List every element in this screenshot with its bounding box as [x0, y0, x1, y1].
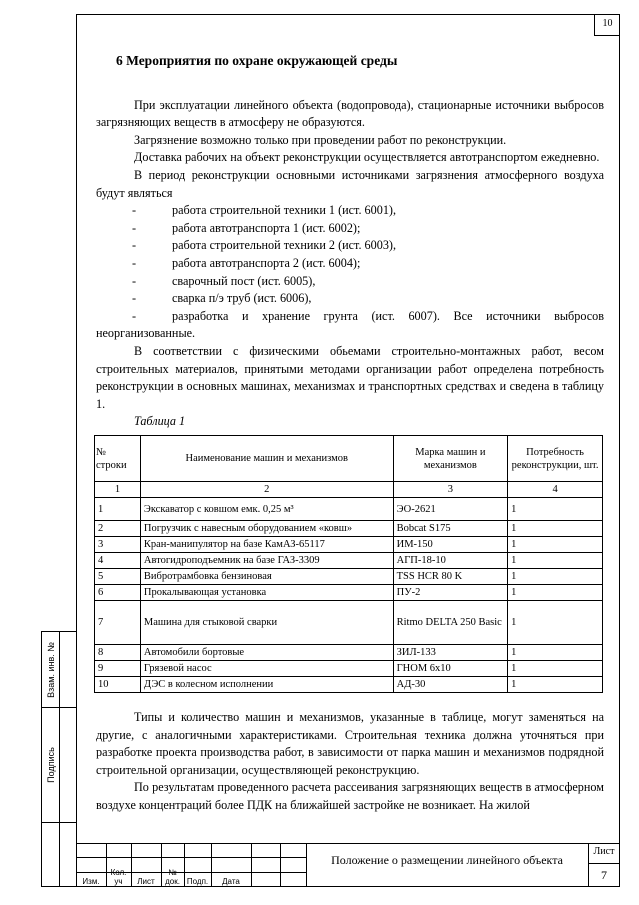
- table-row: [95, 498, 603, 521]
- table-cell: 1: [508, 677, 603, 693]
- table-cell: 5: [95, 569, 141, 585]
- table-cell: ЭО-2621: [393, 498, 508, 521]
- stamp-col-label: Изм.: [82, 877, 100, 886]
- table-cell: 4: [95, 553, 141, 569]
- table-cell: ДЭС в колесном исполнении: [140, 677, 393, 693]
- table-row: [95, 521, 603, 537]
- stamp-col-label: Подп.: [186, 877, 209, 886]
- top-page-number: 10: [594, 14, 620, 36]
- table-cell: 2: [95, 521, 141, 537]
- title-block: [76, 843, 620, 887]
- machines-table: [94, 435, 603, 693]
- side-label-sign: Подпись: [46, 746, 56, 783]
- table-cell: АГП-18-10: [393, 553, 508, 569]
- sheet-number: 7: [601, 868, 607, 882]
- table-cell: Кран-манипулятор на базе КамАЗ-65117: [140, 537, 393, 553]
- table-cell: АД-30: [393, 677, 508, 693]
- table-cell: Экскаватор с ковшом емк. 0,25 м³: [140, 498, 393, 521]
- tail-content: [96, 709, 604, 815]
- table-cell: ИМ-150: [393, 537, 508, 553]
- table-cell: 1: [508, 569, 603, 585]
- table-cell: Bobcat S175: [393, 521, 508, 537]
- table-header: Потребность реконструкции, шт.: [508, 436, 603, 482]
- paragraph: Типы и количество машин и механизмов, указанные в таблице, могут заменяться на другие, с аналогичными характеристиками. Строительная техника должна уточняться при разработке проекта производства работ, в зависимости от парка машин и механизмов подрядной строительной организации, осуществляющей реконструкцию.: [96, 710, 604, 777]
- table-cell: TSS HCR 80 K: [393, 569, 508, 585]
- list-item: - сварочный пост (ист. 6005),: [132, 273, 316, 288]
- table-header: Наименование машин и механизмов: [140, 436, 393, 482]
- list-item: - работа автотранспорта 1 (ист. 6002);: [132, 220, 361, 235]
- list-item: - работа строительной техники 1 (ист. 6001),: [132, 203, 397, 218]
- table-cell: 1: [95, 498, 141, 521]
- table-cell: 1: [508, 661, 603, 677]
- table-cell: 3: [95, 537, 141, 553]
- list-item: - разработка и хранение грунта (ист. 6007). Все источники выбросов неорганизованные.: [96, 308, 604, 341]
- table-cell: 7: [95, 601, 141, 645]
- table-cell: Ritmo DELTA 250 Basic: [393, 601, 508, 645]
- stamp-col-label: Дата: [222, 877, 240, 886]
- table-cell: Погрузчик с навесным оборудованием «ковш»: [140, 521, 393, 537]
- table-cell: Прокалывающая установка: [140, 585, 393, 601]
- main-content: [96, 52, 604, 431]
- table-col-number: 4: [508, 482, 603, 498]
- stamp-col-label: № док.: [165, 868, 180, 886]
- paragraph: Загрязнение возможно только при проведении работ по реконструкции.: [134, 132, 507, 147]
- table-cell: 1: [508, 537, 603, 553]
- table-header: Марка машин и механизмов: [393, 436, 508, 482]
- paragraph: В соответствии с физическими обьемами строительно-монтажных работ, весом строительных материалов, принятыми методами организации работ определена потребность реконструкции в основных машинах, механизмах и транспортных средствах и сведена в таблицу 1.: [96, 343, 604, 411]
- table-cell: Машина для стыковой сварки: [140, 601, 393, 645]
- document-title: Положение о размещении линейного объекта: [331, 853, 563, 867]
- table-cell: Вибротрамбовка бензиновая: [140, 569, 393, 585]
- table-col-number: 2: [140, 482, 393, 498]
- side-strip: [41, 631, 76, 887]
- table-cell: 6: [95, 585, 141, 601]
- table-cell: 1: [508, 601, 603, 645]
- table-cell: Грязевой насос: [140, 661, 393, 677]
- sheet-label: Лист: [593, 846, 615, 857]
- table-header: № строки: [95, 436, 141, 482]
- table-cell: Автогидроподъемник на базе ГАЗ-3309: [140, 553, 393, 569]
- paragraph: По результатам проведенного расчета рассеивания загрязняющих веществ в атмосферном воздухе концентраций более ПДК на ближайшей застройке не возникает. На жилой: [96, 780, 604, 812]
- table-cell: 1: [508, 521, 603, 537]
- section-heading: 6 Мероприятия по охране окружающей среды: [116, 53, 398, 68]
- table-cell: 1: [508, 553, 603, 569]
- table-row: [95, 569, 603, 585]
- list-item: - работа строительной техники 2 (ист. 6003),: [132, 238, 397, 253]
- sources-list: [96, 202, 604, 343]
- paragraph: В период реконструкции основными источниками загрязнения атмосферного воздуха будут являться: [96, 167, 604, 200]
- table-caption: Таблица 1: [134, 414, 186, 429]
- table-row: [95, 677, 603, 693]
- table-cell: 1: [508, 498, 603, 521]
- table-row: [95, 553, 603, 569]
- table-col-number: 3: [393, 482, 508, 498]
- side-label-inv: Взам. инв. №: [46, 641, 57, 698]
- paragraph: При эксплуатации линейного объекта (водопровода), стационарные источники выбросов загрязняющих веществ в атмосферу не образуются.: [96, 97, 604, 130]
- table-cell: 8: [95, 645, 141, 661]
- table-row: [95, 585, 603, 601]
- list-item: - работа автотранспорта 2 (ист. 6004);: [132, 255, 361, 270]
- table-cell: 10: [95, 677, 141, 693]
- table-cell: Автомобили бортовые: [140, 645, 393, 661]
- table-cell: ГНОМ 6х10: [393, 661, 508, 677]
- stamp-col-label: Кол. уч: [110, 868, 127, 886]
- table-row: [95, 645, 603, 661]
- table-row: [95, 661, 603, 677]
- stamp-col-label: Лист: [137, 877, 155, 886]
- paragraph: Доставка рабочих на объект реконструкции осуществляется автотранспортом ежедневно.: [134, 150, 600, 165]
- table-row: [95, 601, 603, 645]
- table-cell: 1: [508, 645, 603, 661]
- table-col-number: 1: [95, 482, 141, 498]
- list-item: - сварка п/э труб (ист. 6006),: [132, 291, 312, 306]
- table-cell: ЗИЛ-133: [393, 645, 508, 661]
- table-cell: 9: [95, 661, 141, 677]
- table-cell: 1: [508, 585, 603, 601]
- table-row: [95, 537, 603, 553]
- table-cell: ПУ-2: [393, 585, 508, 601]
